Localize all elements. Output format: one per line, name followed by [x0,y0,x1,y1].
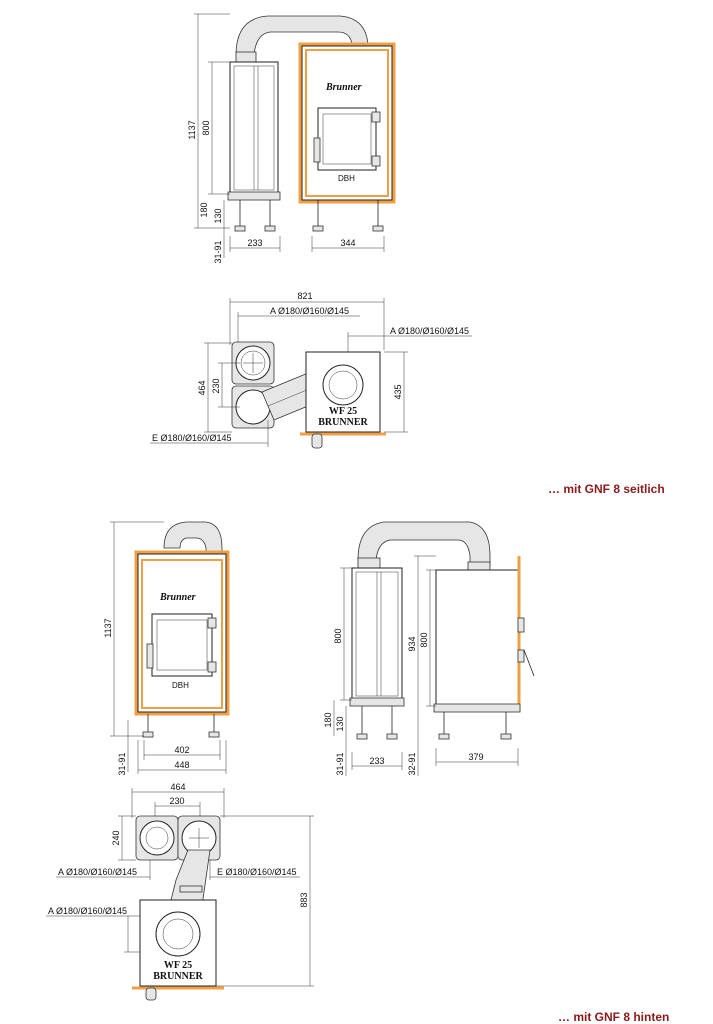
dim-width-total: 821 [297,291,313,301]
stove-body-side [436,570,518,706]
dim-depth-left: 464 [197,380,207,396]
dim-height-total: 934 [407,636,417,652]
dim-height-legs: 130 [213,208,223,224]
logo-text: Brunner [326,82,362,93]
dim-height-body: 800 [201,120,211,136]
conn-a2: A Ø180/Ø160/Ø145 [390,326,470,336]
conn-a1: A Ø180/Ø160/Ø145 [58,867,138,877]
dim-adjust2: 32-91 [407,752,417,776]
dim-height-base: 180 [199,202,209,218]
model-line1: WF 25 [163,960,193,971]
dim-spacing: 230 [169,796,185,806]
dim-height-body2: 800 [419,632,429,648]
view2-plan [150,291,472,448]
dim-width-depth: 379 [468,752,484,762]
dim-adjust: 31-91 [213,240,223,264]
dim-width-outer: 448 [174,760,190,770]
view5-plan [46,782,314,1000]
dim-height-legs: 130 [335,716,345,732]
view4-side-elevation [323,522,534,776]
logo-text: Brunner [160,592,196,603]
model-line2: BRUNNER [153,971,203,982]
dim-height-base: 180 [323,712,333,728]
dim-height-total: 883 [299,892,309,908]
dim-width-side: 233 [247,238,263,248]
door-label: DBH [338,174,355,183]
dim-height-total: 1137 [103,618,113,638]
dim-height-total: 1137 [187,120,197,140]
door-label: DBH [172,681,189,690]
model-line1: WF 25 [328,406,358,417]
stove-door [318,108,376,170]
conn-a2: A Ø180/Ø160/Ø145 [48,906,128,916]
caption-side: … mit GNF 8 seitlich [548,482,665,496]
conn-a1: A Ø180/Ø160/Ø145 [270,306,350,316]
model-line2: BRUNNER [318,417,368,428]
dim-width-inner: 402 [174,745,190,755]
dim-width-side: 233 [369,756,385,766]
conn-e: E Ø180/Ø160/Ø145 [152,433,232,443]
dim-adjust: 31-91 [117,752,127,776]
dim-width-front: 344 [340,238,356,248]
view3-elevation [103,522,228,776]
view1-elevation [187,14,394,264]
dim-adjust1: 31-91 [335,752,345,776]
dim-width-total: 464 [170,782,186,792]
caption-rear: … mit GNF 8 hinten [558,1010,670,1024]
dim-depth: 240 [111,830,121,846]
dim-spacing: 230 [211,378,221,394]
stove-door [152,614,212,676]
conn-e: E Ø180/Ø160/Ø145 [217,867,297,877]
dim-height-body: 800 [333,628,343,644]
dim-depth-right: 435 [393,384,403,400]
